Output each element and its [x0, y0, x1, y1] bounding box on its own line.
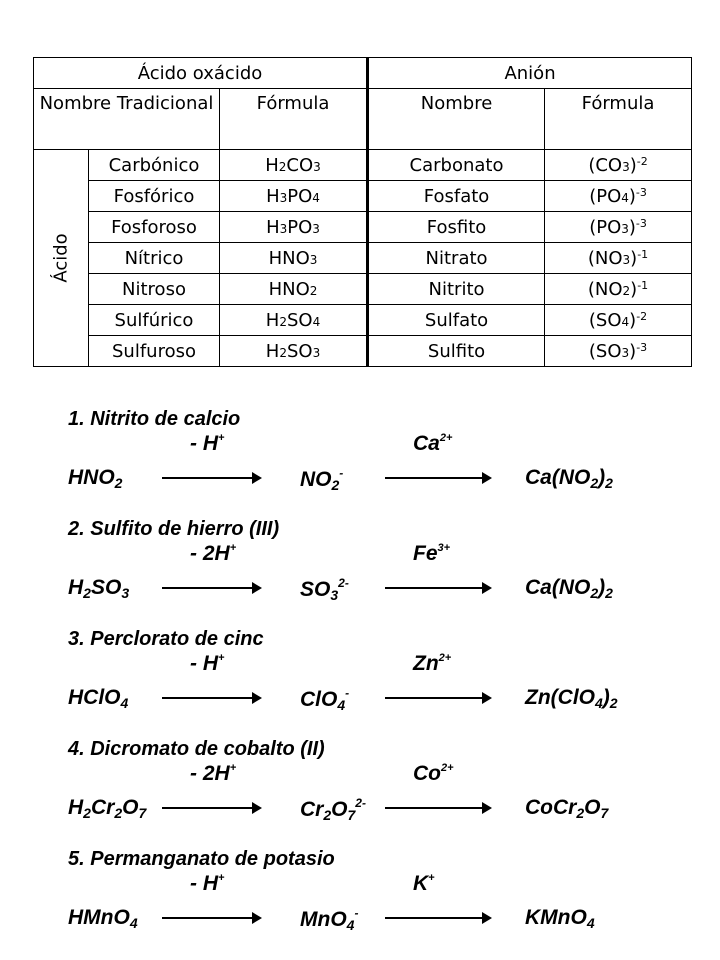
anion-name-cell: Sulfato	[368, 305, 545, 336]
acid-formula-cell: H3PO3	[220, 212, 368, 243]
header-anion: Anión	[368, 58, 692, 89]
acid-name-cell: Fosforoso	[89, 212, 220, 243]
acid-formula-cell: H2SO4	[220, 305, 368, 336]
header-acido-oxacido: Ácido oxácido	[34, 58, 368, 89]
cation-label: K+	[413, 872, 435, 895]
acid-formula: H2Cr2O7	[68, 796, 147, 821]
anion-formula: $Cr2O7^{2-}$	[300, 796, 366, 823]
reaction-block	[0, 848, 720, 958]
reaction-block	[0, 408, 720, 518]
salt-formula: Ca(NO2)2	[525, 576, 613, 601]
reaction-title: 4. Dicromato de cobalto (II)	[68, 738, 325, 760]
anion-name-cell: Carbonato	[368, 150, 545, 181]
anion-name-cell: Nitrato	[368, 243, 545, 274]
anion-formula: $SO3^{2-}$	[300, 576, 349, 603]
acid-anion-table	[33, 57, 692, 367]
deprotonation-label: - H+	[190, 652, 225, 675]
anion-name-cell: Fosfito	[368, 212, 545, 243]
acid-name-cell: Nitroso	[89, 274, 220, 305]
arrow-cation-addition	[385, 807, 490, 809]
anion-formula: MnO4-	[300, 906, 359, 933]
row-header-acido	[34, 150, 89, 367]
acid-formula: H2SO3	[68, 576, 130, 601]
table-row	[34, 274, 692, 305]
reaction-block	[0, 518, 720, 628]
header-nombre-tradicional: Nombre Tradicional	[34, 89, 220, 150]
acid-formula: HClO4	[68, 686, 129, 711]
anion-formula-cell: $(PO3)^{-3}$	[545, 212, 692, 243]
arrow-deprotonation	[162, 587, 260, 589]
acid-formula-cell: H2CO3	[220, 150, 368, 181]
acid-formula: HNO2	[68, 466, 123, 491]
arrow-cation-addition	[385, 697, 490, 699]
reaction-title: 1. Nitrito de calcio	[68, 408, 241, 430]
acid-formula-cell: H3PO4	[220, 181, 368, 212]
cation-label: $Ca^{2+}$	[413, 432, 453, 455]
anion-formula-cell: $(PO4)^{-3}$	[545, 181, 692, 212]
acid-formula-cell: HNO3	[220, 243, 368, 274]
header-formula-anion: Fórmula	[545, 89, 692, 150]
reaction-block	[0, 628, 720, 738]
arrow-cation-addition	[385, 477, 490, 479]
acid-formula-cell: HNO2	[220, 274, 368, 305]
acid-name-cell: Nítrico	[89, 243, 220, 274]
acid-name-cell: Sulfúrico	[89, 305, 220, 336]
cation-label: $Co^{2+}$	[413, 762, 454, 785]
reaction-title: 2. Sulfito de hierro (III)	[68, 518, 280, 540]
table-row	[34, 243, 692, 274]
acid-formula: HMnO4	[68, 906, 138, 931]
acid-formula-cell: H2SO3	[220, 336, 368, 367]
table-row	[34, 181, 692, 212]
reaction-title: 3. Perclorato de cinc	[68, 628, 264, 650]
arrow-cation-addition	[385, 587, 490, 589]
reaction-title: 5. Permanganato de potasio	[68, 848, 335, 870]
anion-name-cell: Fosfato	[368, 181, 545, 212]
row-header-label: Ácido	[50, 233, 72, 283]
deprotonation-label: - 2H+	[190, 762, 237, 785]
table-row	[34, 305, 692, 336]
anion-name-cell: Sulfito	[368, 336, 545, 367]
acid-name-cell: Fosfórico	[89, 181, 220, 212]
acid-name-cell: Carbónico	[89, 150, 220, 181]
cation-label: $Fe^{3+}$	[413, 542, 451, 565]
anion-formula-cell: $(NO3)^{-1}$	[545, 243, 692, 274]
deprotonation-label: - H+	[190, 872, 225, 895]
acid-name-cell: Sulfuroso	[89, 336, 220, 367]
arrow-deprotonation	[162, 917, 260, 919]
anion-formula-cell: $(SO3)^{-3}$	[545, 336, 692, 367]
anion-formula-cell: $(CO3)^{-2}$	[545, 150, 692, 181]
table-row	[34, 150, 692, 181]
anion-name-cell: Nitrito	[368, 274, 545, 305]
salt-formula: Ca(NO2)2	[525, 466, 613, 491]
anion-formula-cell: $(NO2)^{-1}$	[545, 274, 692, 305]
anion-formula: NO2-	[300, 466, 344, 493]
deprotonation-label: - 2H+	[190, 542, 237, 565]
anion-formula: ClO4-	[300, 686, 350, 713]
header-formula-acid: Fórmula	[220, 89, 368, 150]
table-row	[34, 212, 692, 243]
arrow-cation-addition	[385, 917, 490, 919]
salt-formula: Zn(ClO4)2	[525, 686, 618, 711]
reaction-block	[0, 738, 720, 848]
salt-formula: CoCr2O7	[525, 796, 609, 821]
salt-formula: KMnO4	[525, 906, 595, 931]
cation-label: $Zn^{2+}$	[413, 652, 452, 675]
arrow-deprotonation	[162, 477, 260, 479]
arrow-deprotonation	[162, 697, 260, 699]
table-row	[34, 336, 692, 367]
header-nombre-anion: Nombre	[368, 89, 545, 150]
anion-formula-cell: $(SO4)^{-2}$	[545, 305, 692, 336]
deprotonation-label: - H+	[190, 432, 225, 455]
arrow-deprotonation	[162, 807, 260, 809]
